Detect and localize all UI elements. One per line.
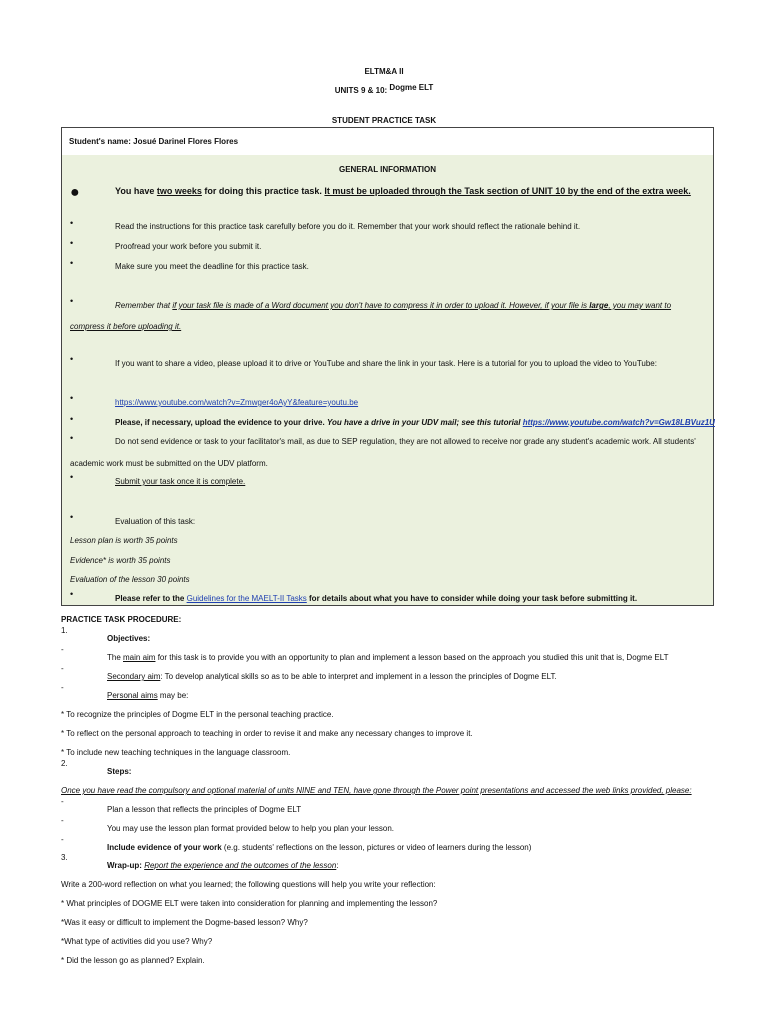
units-topic: Dogme ELT <box>389 83 434 92</box>
b12-text: Please refer to the <box>115 594 187 603</box>
eval-lesson-plan: Lesson plan is worth 35 points <box>70 536 178 545</box>
b1-text: You have <box>115 186 157 196</box>
personal-aims-text: may be: <box>157 691 189 700</box>
bullet-two-weeks <box>115 186 691 196</box>
reflection-question-4: * Did the lesson go as planned? Explain. <box>61 956 205 965</box>
secondary-aim <box>107 672 557 681</box>
course-title: ELTM&A II <box>364 67 404 76</box>
personal-aim-3: * To include new teaching techniques in the language classroom. <box>61 748 291 757</box>
reflection-question-2: *Was it easy or difficult to implement the Dogme-based lesson? Why? <box>61 918 308 927</box>
personal-aims-label: Personal aims <box>107 691 158 700</box>
drive-tutorial-link[interactable]: https://www.youtube.com/watch?v=Gw18LBVuz1U <box>522 418 715 427</box>
bullet-icon: • <box>70 296 74 306</box>
dash: - <box>61 816 64 825</box>
bullet-icon: • <box>70 472 74 482</box>
step-evidence <box>107 843 531 852</box>
dash: - <box>61 683 64 692</box>
bullet-no-email-cont: academic work must be submitted on the UDV platform. <box>70 459 268 468</box>
step-number-2: 2. <box>61 759 68 768</box>
secondary-aim-text: : To develop analytical skills so as to be able to interpret and implement in a lesson the principles of Dogme ELT. <box>160 672 557 681</box>
dash: - <box>61 645 64 654</box>
main-aim-label: main aim <box>123 653 156 662</box>
b12-text-2: for details about what you have to consider while doing your task before submitting it. <box>306 594 638 603</box>
bullet-icon: • <box>70 238 74 248</box>
dash: - <box>61 835 64 844</box>
units-prefix: UNITS 9 & 10: <box>334 86 388 95</box>
bullet-icon: • <box>70 218 74 228</box>
wrap-up <box>107 861 339 870</box>
wrap-up-colon: : <box>336 861 339 870</box>
main-aim-text: for this task is to provide you with an opportunity to plan and implement a lesson based on the approach you studied this unit that is, Dogme ELT <box>155 653 669 662</box>
bullet-submit: Submit your task once it is complete. <box>115 477 246 486</box>
bullet-icon: • <box>70 512 74 522</box>
task-title: STUDENT PRACTICE TASK <box>331 116 437 125</box>
personal-aims <box>107 691 188 700</box>
steps-heading: Steps: <box>107 767 132 776</box>
procedure-title: PRACTICE TASK PROCEDURE: <box>61 615 182 624</box>
units-title <box>0 83 768 95</box>
bullet-icon: • <box>70 414 74 424</box>
step-evidence-text: (e.g. students' reflections on the lesson, pictures or video of learners during the lesson) <box>221 843 532 852</box>
bullet-icon: • <box>70 589 74 599</box>
bullet-icon: • <box>70 354 74 364</box>
main-aim <box>107 653 669 662</box>
secondary-aim-label: Secondary aim <box>107 672 161 681</box>
student-name <box>69 137 238 146</box>
b5-text-3: , you may want to <box>608 301 672 310</box>
bullet-icon: ● <box>70 184 80 201</box>
bullet-upload-evidence <box>115 418 715 427</box>
bullet-icon: • <box>70 393 74 403</box>
b5-large: large <box>589 301 609 310</box>
b1-text-2: for doing this practice task. <box>201 186 325 196</box>
personal-aim-1: * To recognize the principles of Dogme ELT in the personal teaching practice. <box>61 710 334 719</box>
reflection-question-1: * What principles of DOGME ELT were taken into consideration for planning and implementing the lesson? <box>61 899 438 908</box>
objectives-heading: Objectives: <box>107 634 151 643</box>
general-information-box <box>61 155 714 606</box>
bullet-guidelines <box>115 594 637 603</box>
b8-text-2: You have a drive in your UDV mail; see this tutorial <box>326 418 523 427</box>
b1-two-weeks: two weeks <box>156 186 202 196</box>
bullet-share-video: If you want to share a video, please upload it to drive or YouTube and share the link in your task. Here is a tutorial for you to upload the video to YouTube: <box>115 359 657 368</box>
bullet-proofread: Proofread your work before you submit it. <box>115 242 262 251</box>
bullet-read-instructions: Read the instructions for this practice task carefully before you do it. Remember that your work should reflect the rationale behind it. <box>115 222 581 231</box>
b5-text: Remember that <box>115 301 173 310</box>
guidelines-link[interactable]: Guidelines for the MAELT-II Tasks <box>186 594 307 603</box>
step-plan-lesson: Plan a lesson that reflects the principles of Dogme ELT <box>107 805 302 814</box>
b5-text-2: if your task file is made of a Word document you don't have to compress it in order to upload it. However, if your file is <box>172 301 590 310</box>
wrap-up-label: Wrap-up: <box>107 861 142 870</box>
student-name-box <box>61 127 714 157</box>
student-name-value: Josué Darinel Flores Flores <box>133 137 239 146</box>
step-evidence-label: Include evidence of your work <box>107 843 222 852</box>
step-number-3: 3. <box>61 853 68 862</box>
wrap-up-text: Report the experience and the outcomes of the lesson <box>144 861 337 870</box>
steps-intro: Once you have read the compulsory and optional material of units NINE and TEN, have gone through the Power point presentations and accessed the web links provided, please: <box>61 786 692 795</box>
bullet-compress <box>115 301 671 310</box>
bullet-deadline: Make sure you meet the deadline for this practice task. <box>115 262 309 271</box>
general-heading: GENERAL INFORMATION <box>338 165 437 174</box>
personal-aim-2: * To reflect on the personal approach to teaching in order to revise it and make any necessary changes to improve it. <box>61 729 473 738</box>
dash: - <box>61 797 64 806</box>
bullet-icon: • <box>70 433 74 443</box>
student-label: Student's name: <box>69 137 131 146</box>
reflection-intro: Write a 200-word reflection on what you learned; the following questions will help you write your reflection: <box>61 880 436 889</box>
main-aim-pre: The <box>107 653 124 662</box>
bullet-icon: • <box>70 258 74 268</box>
bullet-compress-cont: compress it before uploading it. <box>70 322 182 331</box>
eval-lesson: Evaluation of the lesson 30 points <box>70 575 190 584</box>
eval-evidence: Evidence* is worth 35 points <box>70 556 171 565</box>
dash: - <box>61 664 64 673</box>
step-number-1: 1. <box>61 626 68 635</box>
b1-deadline: It must be uploaded through the Task section of UNIT 10 by the end of the extra week. <box>324 186 691 196</box>
step-lesson-format: You may use the lesson plan format provided below to help you plan your lesson. <box>107 824 394 833</box>
youtube-tutorial-link[interactable]: https://www.youtube.com/watch?v=Zmwger4oAyY&feature=youtu.be <box>115 398 359 407</box>
reflection-question-3: *What type of activities did you use? Why? <box>61 937 213 946</box>
b8-text: Please, if necessary, upload the evidence to your drive. <box>115 418 327 427</box>
bullet-no-email: Do not send evidence or task to your facilitator's mail, as due to SEP regulation, they are not allowed to receive nor grade any student's academic work. All students' <box>115 437 696 446</box>
bullet-evaluation: Evaluation of this task: <box>115 517 196 526</box>
